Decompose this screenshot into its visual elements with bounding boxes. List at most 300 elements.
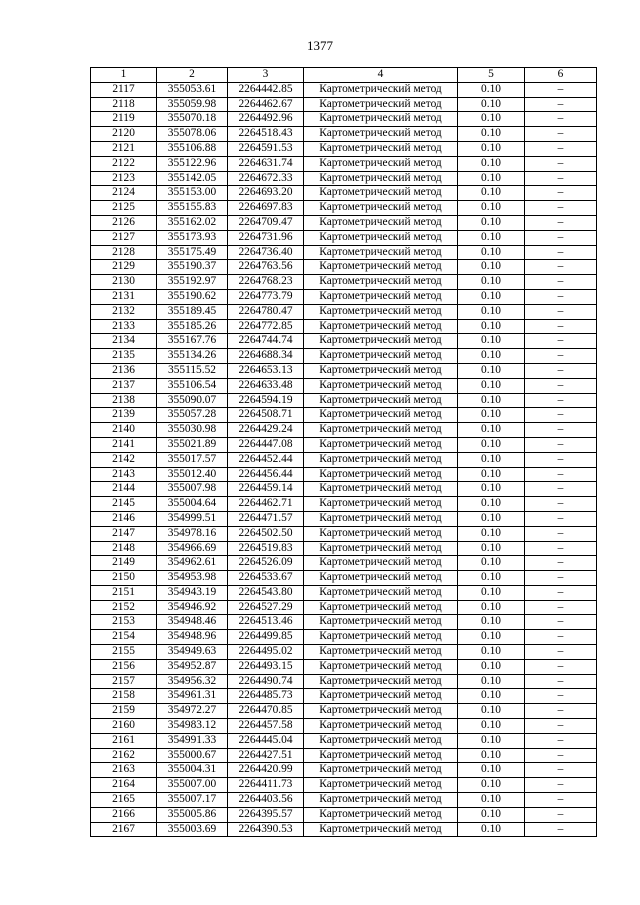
x-coordinate-cell: 354978.16 [157,526,228,541]
method-cell: Картометрический метод [304,349,458,364]
point-number-cell: 2140 [91,423,157,438]
accuracy-cell: 0.10 [458,230,525,245]
point-number-cell: 2153 [91,615,157,630]
method-cell: Картометрический метод [304,319,458,334]
y-coordinate-cell: 2264442.85 [228,82,304,97]
note-cell: – [525,186,597,201]
y-coordinate-cell: 2264693.20 [228,186,304,201]
x-coordinate-cell: 355162.02 [157,215,228,230]
method-cell: Картометрический метод [304,645,458,660]
point-number-cell: 2150 [91,571,157,586]
y-coordinate-cell: 2264633.48 [228,378,304,393]
note-cell: – [525,275,597,290]
table-row [91,215,597,230]
table-row [91,822,597,837]
accuracy-cell: 0.10 [458,763,525,778]
y-coordinate-cell: 2264456.44 [228,467,304,482]
method-cell: Картометрический метод [304,585,458,600]
point-number-cell: 2134 [91,334,157,349]
note-cell: – [525,704,597,719]
table-row [91,437,597,452]
table-row [91,230,597,245]
table-row [91,186,597,201]
page-number: 1377 [307,38,333,53]
table-row [91,452,597,467]
x-coordinate-cell: 355134.26 [157,349,228,364]
table-row [91,541,597,556]
accuracy-cell: 0.10 [458,674,525,689]
point-number-cell: 2158 [91,689,157,704]
note-cell: – [525,541,597,556]
point-number-cell: 2120 [91,127,157,142]
x-coordinate-cell: 355005.86 [157,807,228,822]
note-cell: – [525,393,597,408]
note-cell: – [525,97,597,112]
point-number-cell: 2156 [91,659,157,674]
x-coordinate-cell: 355190.37 [157,260,228,275]
point-number-cell: 2155 [91,645,157,660]
point-number-cell: 2121 [91,141,157,156]
note-cell: – [525,719,597,734]
y-coordinate-cell: 2264390.53 [228,822,304,837]
y-coordinate-cell: 2264429.24 [228,423,304,438]
x-coordinate-cell: 355090.07 [157,393,228,408]
y-coordinate-cell: 2264490.74 [228,674,304,689]
note-cell: – [525,807,597,822]
x-coordinate-cell: 355012.40 [157,467,228,482]
y-coordinate-cell: 2264420.99 [228,763,304,778]
point-number-cell: 2165 [91,793,157,808]
y-coordinate-cell: 2264471.57 [228,511,304,526]
table-row [91,689,597,704]
accuracy-cell: 0.10 [458,393,525,408]
method-cell: Картометрический метод [304,201,458,216]
method-cell: Картометрический метод [304,245,458,260]
y-coordinate-cell: 2264459.14 [228,482,304,497]
y-coordinate-cell: 2264772.85 [228,319,304,334]
table-row [91,408,597,423]
note-cell: – [525,408,597,423]
point-number-cell: 2136 [91,363,157,378]
method-cell: Картометрический метод [304,748,458,763]
y-coordinate-cell: 2264518.43 [228,127,304,142]
x-coordinate-cell: 355122.96 [157,156,228,171]
method-cell: Картометрический метод [304,437,458,452]
method-cell: Картометрический метод [304,275,458,290]
point-number-cell: 2163 [91,763,157,778]
point-number-cell: 2143 [91,467,157,482]
note-cell: – [525,112,597,127]
point-number-cell: 2131 [91,289,157,304]
table-row [91,571,597,586]
point-number-cell: 2123 [91,171,157,186]
table-row [91,748,597,763]
note-cell: – [525,82,597,97]
y-coordinate-cell: 2264508.71 [228,408,304,423]
x-coordinate-cell: 355004.31 [157,763,228,778]
note-cell: – [525,260,597,275]
x-coordinate-cell: 354961.31 [157,689,228,704]
x-coordinate-cell: 355030.98 [157,423,228,438]
accuracy-cell: 0.10 [458,112,525,127]
accuracy-cell: 0.10 [458,319,525,334]
point-number-cell: 2162 [91,748,157,763]
table-row [91,334,597,349]
method-cell: Картометрический метод [304,260,458,275]
y-coordinate-cell: 2264445.04 [228,733,304,748]
note-cell: – [525,423,597,438]
note-cell: – [525,645,597,660]
point-number-cell: 2142 [91,452,157,467]
note-cell: – [525,201,597,216]
x-coordinate-cell: 354946.92 [157,600,228,615]
table-row [91,141,597,156]
accuracy-cell: 0.10 [458,304,525,319]
method-cell: Картометрический метод [304,186,458,201]
column-header: 5 [458,68,525,83]
x-coordinate-cell: 354962.61 [157,556,228,571]
table-row [91,82,597,97]
x-coordinate-cell: 355003.69 [157,822,228,837]
note-cell: – [525,689,597,704]
y-coordinate-cell: 2264403.56 [228,793,304,808]
table-row [91,378,597,393]
x-coordinate-cell: 355142.05 [157,171,228,186]
accuracy-cell: 0.10 [458,807,525,822]
x-coordinate-cell: 355017.57 [157,452,228,467]
note-cell: – [525,571,597,586]
note-cell: – [525,556,597,571]
point-number-cell: 2149 [91,556,157,571]
note-cell: – [525,585,597,600]
y-coordinate-cell: 2264688.34 [228,349,304,364]
point-number-cell: 2133 [91,319,157,334]
y-coordinate-cell: 2264763.56 [228,260,304,275]
x-coordinate-cell: 355053.61 [157,82,228,97]
method-cell: Картометрический метод [304,378,458,393]
accuracy-cell: 0.10 [458,452,525,467]
point-number-cell: 2119 [91,112,157,127]
x-coordinate-cell: 355192.97 [157,275,228,290]
accuracy-cell: 0.10 [458,378,525,393]
method-cell: Картометрический метод [304,630,458,645]
x-coordinate-cell: 355106.88 [157,141,228,156]
method-cell: Картометрический метод [304,526,458,541]
table-row [91,156,597,171]
x-coordinate-cell: 355189.45 [157,304,228,319]
accuracy-cell: 0.10 [458,215,525,230]
x-coordinate-cell: 354991.33 [157,733,228,748]
point-number-cell: 2146 [91,511,157,526]
method-cell: Картометрический метод [304,423,458,438]
y-coordinate-cell: 2264768.23 [228,275,304,290]
y-coordinate-cell: 2264513.46 [228,615,304,630]
column-header: 4 [304,68,458,83]
accuracy-cell: 0.10 [458,97,525,112]
column-header: 3 [228,68,304,83]
method-cell: Картометрический метод [304,497,458,512]
table-row [91,275,597,290]
accuracy-cell: 0.10 [458,585,525,600]
column-header: 1 [91,68,157,83]
y-coordinate-cell: 2264780.47 [228,304,304,319]
note-cell: – [525,793,597,808]
x-coordinate-cell: 355155.83 [157,201,228,216]
column-header: 2 [157,68,228,83]
y-coordinate-cell: 2264492.96 [228,112,304,127]
method-cell: Картометрический метод [304,156,458,171]
x-coordinate-cell: 355007.00 [157,778,228,793]
method-cell: Картометрический метод [304,704,458,719]
x-coordinate-cell: 355000.67 [157,748,228,763]
note-cell: – [525,230,597,245]
point-number-cell: 2166 [91,807,157,822]
note-cell: – [525,437,597,452]
note-cell: – [525,215,597,230]
x-coordinate-cell: 354983.12 [157,719,228,734]
point-number-cell: 2154 [91,630,157,645]
point-number-cell: 2167 [91,822,157,837]
x-coordinate-cell: 355057.28 [157,408,228,423]
accuracy-cell: 0.10 [458,659,525,674]
table-row [91,645,597,660]
accuracy-cell: 0.10 [458,733,525,748]
table-body [91,82,597,837]
accuracy-cell: 0.10 [458,793,525,808]
x-coordinate-cell: 355173.93 [157,230,228,245]
table-row [91,763,597,778]
method-cell: Картометрический метод [304,763,458,778]
method-cell: Картометрический метод [304,571,458,586]
method-cell: Картометрический метод [304,215,458,230]
method-cell: Картометрический метод [304,363,458,378]
note-cell: – [525,511,597,526]
y-coordinate-cell: 2264543.80 [228,585,304,600]
table-row [91,319,597,334]
accuracy-cell: 0.10 [458,127,525,142]
table-row [91,127,597,142]
point-number-cell: 2132 [91,304,157,319]
x-coordinate-cell: 355185.26 [157,319,228,334]
x-coordinate-cell: 355167.76 [157,334,228,349]
y-coordinate-cell: 2264495.02 [228,645,304,660]
x-coordinate-cell: 355007.98 [157,482,228,497]
table-row [91,423,597,438]
accuracy-cell: 0.10 [458,186,525,201]
note-cell: – [525,822,597,837]
y-coordinate-cell: 2264731.96 [228,230,304,245]
y-coordinate-cell: 2264499.85 [228,630,304,645]
point-number-cell: 2135 [91,349,157,364]
accuracy-cell: 0.10 [458,600,525,615]
table-row [91,674,597,689]
y-coordinate-cell: 2264462.71 [228,497,304,512]
table-row [91,393,597,408]
y-coordinate-cell: 2264672.33 [228,171,304,186]
accuracy-cell: 0.10 [458,719,525,734]
accuracy-cell: 0.10 [458,748,525,763]
x-coordinate-cell: 355007.17 [157,793,228,808]
method-cell: Картометрический метод [304,674,458,689]
table-row [91,778,597,793]
note-cell: – [525,363,597,378]
point-number-cell: 2128 [91,245,157,260]
table-row [91,704,597,719]
y-coordinate-cell: 2264653.13 [228,363,304,378]
column-header: 6 [525,68,597,83]
table-row [91,719,597,734]
table-row [91,556,597,571]
point-number-cell: 2124 [91,186,157,201]
method-cell: Картометрический метод [304,289,458,304]
note-cell: – [525,497,597,512]
x-coordinate-cell: 354948.46 [157,615,228,630]
x-coordinate-cell: 354949.63 [157,645,228,660]
x-coordinate-cell: 354956.32 [157,674,228,689]
y-coordinate-cell: 2264526.09 [228,556,304,571]
table-row [91,526,597,541]
point-number-cell: 2138 [91,393,157,408]
note-cell: – [525,378,597,393]
note-cell: – [525,482,597,497]
point-number-cell: 2139 [91,408,157,423]
accuracy-cell: 0.10 [458,822,525,837]
note-cell: – [525,600,597,615]
x-coordinate-cell: 355078.06 [157,127,228,142]
table-row [91,630,597,645]
note-cell: – [525,349,597,364]
x-coordinate-cell: 355106.54 [157,378,228,393]
accuracy-cell: 0.10 [458,704,525,719]
method-cell: Картометрический метод [304,127,458,142]
table-row [91,585,597,600]
note-cell: – [525,778,597,793]
y-coordinate-cell: 2264502.50 [228,526,304,541]
accuracy-cell: 0.10 [458,289,525,304]
method-cell: Картометрический метод [304,112,458,127]
method-cell: Картометрический метод [304,511,458,526]
note-cell: – [525,452,597,467]
accuracy-cell: 0.10 [458,408,525,423]
note-cell: – [525,127,597,142]
point-number-cell: 2160 [91,719,157,734]
y-coordinate-cell: 2264533.67 [228,571,304,586]
y-coordinate-cell: 2264411.73 [228,778,304,793]
method-cell: Картометрический метод [304,230,458,245]
point-number-cell: 2145 [91,497,157,512]
x-coordinate-cell: 355004.64 [157,497,228,512]
y-coordinate-cell: 2264519.83 [228,541,304,556]
y-coordinate-cell: 2264709.47 [228,215,304,230]
accuracy-cell: 0.10 [458,511,525,526]
method-cell: Картометрический метод [304,408,458,423]
accuracy-cell: 0.10 [458,156,525,171]
accuracy-cell: 0.10 [458,275,525,290]
note-cell: – [525,156,597,171]
x-coordinate-cell: 354948.96 [157,630,228,645]
method-cell: Картометрический метод [304,482,458,497]
accuracy-cell: 0.10 [458,571,525,586]
accuracy-cell: 0.10 [458,556,525,571]
point-number-cell: 2159 [91,704,157,719]
table-row [91,793,597,808]
table-row [91,467,597,482]
accuracy-cell: 0.10 [458,645,525,660]
method-cell: Картометрический метод [304,689,458,704]
table-header-row [91,68,597,83]
note-cell: – [525,630,597,645]
y-coordinate-cell: 2264470.85 [228,704,304,719]
point-number-cell: 2127 [91,230,157,245]
note-cell: – [525,748,597,763]
method-cell: Картометрический метод [304,541,458,556]
note-cell: – [525,526,597,541]
note-cell: – [525,319,597,334]
x-coordinate-cell: 354943.19 [157,585,228,600]
accuracy-cell: 0.10 [458,615,525,630]
note-cell: – [525,289,597,304]
y-coordinate-cell: 2264395.57 [228,807,304,822]
y-coordinate-cell: 2264493.15 [228,659,304,674]
method-cell: Картометрический метод [304,171,458,186]
accuracy-cell: 0.10 [458,437,525,452]
table-row [91,304,597,319]
x-coordinate-cell: 354972.27 [157,704,228,719]
y-coordinate-cell: 2264485.73 [228,689,304,704]
method-cell: Картометрический метод [304,82,458,97]
y-coordinate-cell: 2264697.83 [228,201,304,216]
accuracy-cell: 0.10 [458,541,525,556]
table-row [91,171,597,186]
method-cell: Картометрический метод [304,778,458,793]
accuracy-cell: 0.10 [458,334,525,349]
point-number-cell: 2148 [91,541,157,556]
y-coordinate-cell: 2264773.79 [228,289,304,304]
method-cell: Картометрический метод [304,807,458,822]
note-cell: – [525,304,597,319]
accuracy-cell: 0.10 [458,171,525,186]
point-number-cell: 2141 [91,437,157,452]
note-cell: – [525,733,597,748]
table-row [91,363,597,378]
point-number-cell: 2118 [91,97,157,112]
point-number-cell: 2147 [91,526,157,541]
accuracy-cell: 0.10 [458,82,525,97]
table-row [91,733,597,748]
x-coordinate-cell: 355175.49 [157,245,228,260]
x-coordinate-cell: 355115.52 [157,363,228,378]
y-coordinate-cell: 2264452.44 [228,452,304,467]
point-number-cell: 2129 [91,260,157,275]
table-row [91,497,597,512]
method-cell: Картометрический метод [304,393,458,408]
table-row [91,245,597,260]
x-coordinate-cell: 354953.98 [157,571,228,586]
table-row [91,807,597,822]
accuracy-cell: 0.10 [458,141,525,156]
y-coordinate-cell: 2264594.19 [228,393,304,408]
point-number-cell: 2137 [91,378,157,393]
accuracy-cell: 0.10 [458,260,525,275]
point-number-cell: 2144 [91,482,157,497]
table-row [91,482,597,497]
method-cell: Картометрический метод [304,334,458,349]
y-coordinate-cell: 2264591.53 [228,141,304,156]
accuracy-cell: 0.10 [458,630,525,645]
accuracy-cell: 0.10 [458,689,525,704]
accuracy-cell: 0.10 [458,497,525,512]
table-row [91,600,597,615]
